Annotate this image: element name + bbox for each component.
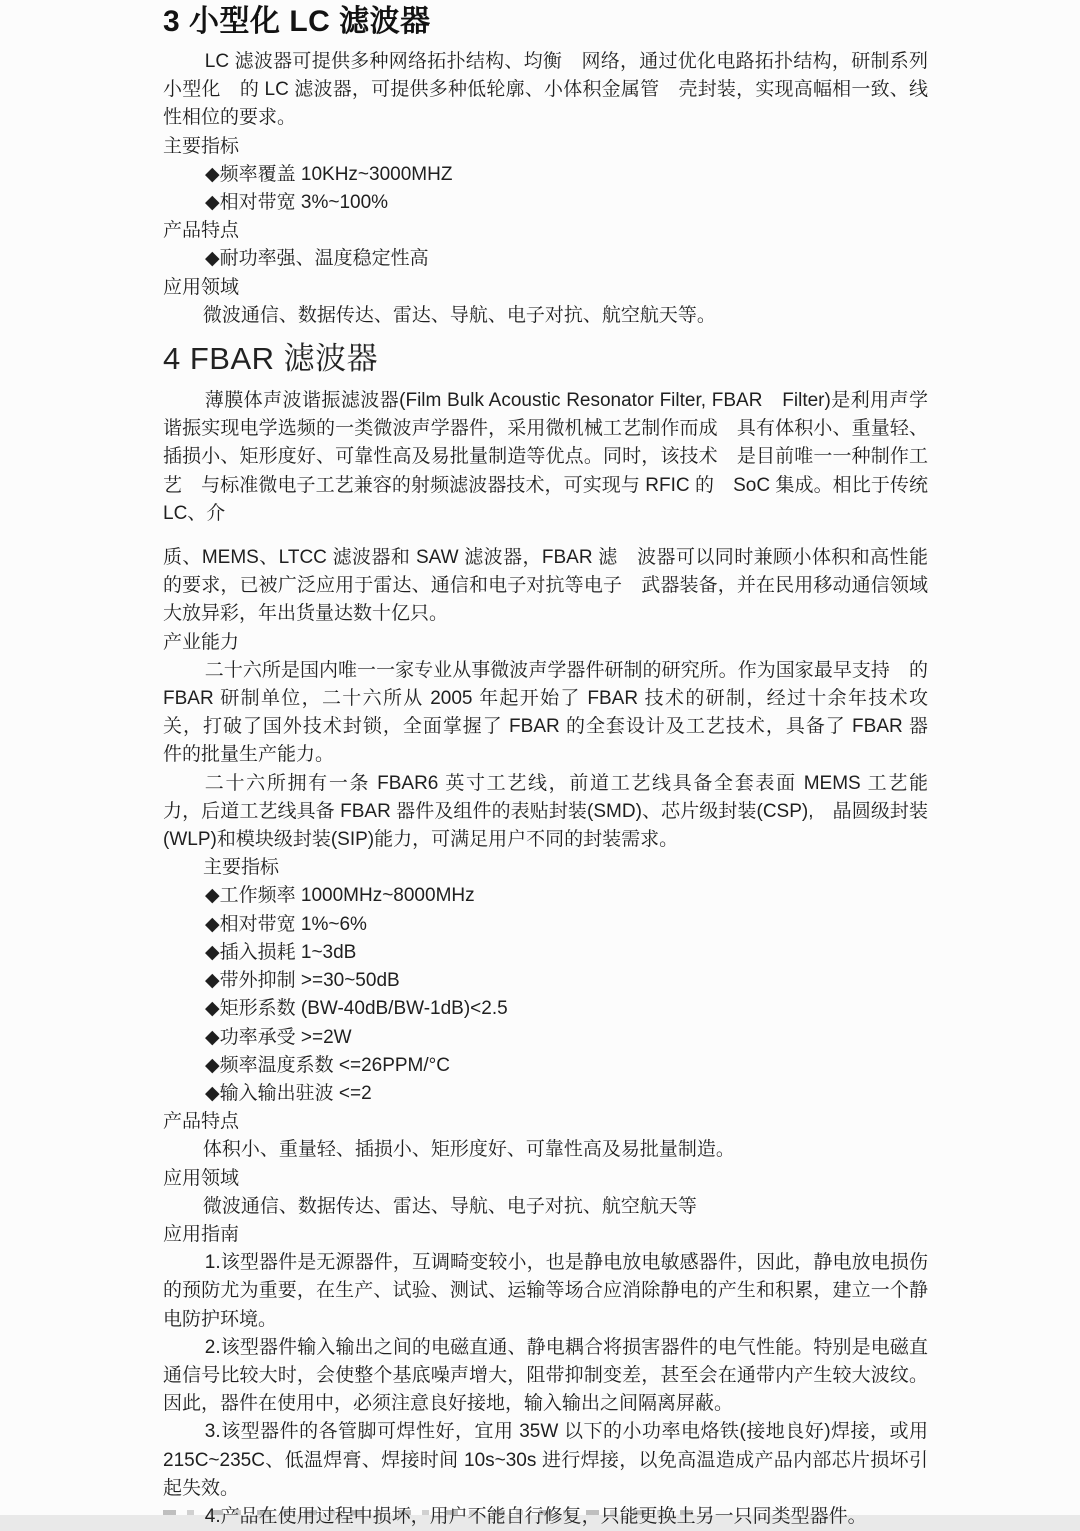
- section4-spec-item: ◆相对带宽 1%~6%: [205, 913, 367, 935]
- section4-guide-item: 2.该型器件输入输出之间的电磁直通、静电耦合将损害器件的电气性能。特别是电磁直通信号比较大时，会使整个基底噪声增大，阻带抑制变差，甚至会在通带内产生较大波纹。因此，器件在使用中，必须注意良好接地，输入输出之间隔离屏蔽。: [163, 1336, 928, 1415]
- section3-features-label: 产品特点: [163, 220, 240, 242]
- section4-guide-label: 应用指南: [163, 1223, 240, 1245]
- section4-specs-label: 主要指标: [203, 857, 280, 879]
- section4-spec-item: ◆输入输出驻波 <=2: [205, 1082, 372, 1104]
- section4-guide-item: 1.该型器件是无源器件，互调畸变较小，也是静电放电敏感器件，因此，静电放电损伤的预防尤为重要，在生产、试验、测试、运输等场合应消除静电的产生和积累，建立一个静电防护环境。: [163, 1252, 928, 1330]
- section4-spec-item: ◆带外抑制 >=30~50dB: [205, 970, 400, 992]
- section4-heading: 4 FBAR 滤波器: [163, 341, 379, 377]
- section4-spec-item: ◆矩形系数 (BW-40dB/BW-1dB)<2.5: [205, 998, 508, 1020]
- section4-capability-label: 产业能力: [163, 631, 240, 653]
- section4-spec-item: ◆插入损耗 1~3dB: [205, 941, 357, 963]
- section3-specs-label: 主要指标: [163, 135, 240, 157]
- section3-applications-label: 应用领域: [163, 276, 240, 298]
- section4-guide-item: 3.该型器件的各管脚可焊性好，宜用 35W 以下的小功率电烙铁(接地良好)焊接，或用215C~235C、低温焊膏、焊接时间 10s~30s 进行焊接，以免高温造成产品内部芯片损坏引起失效。: [163, 1421, 928, 1499]
- next-page-line-cutoff: [163, 1510, 723, 1515]
- section4-spec-item: ◆频率温度系数 <=26PPM/°C: [205, 1054, 450, 1076]
- section4-guide-item: 4.产品在使用过程中损坏，用户不能自行修复，只能更换上另一只同类型器件。: [204, 1505, 867, 1527]
- section3-spec-item: ◆相对带宽 3%~100%: [205, 192, 389, 214]
- section3-feature-item: ◆耐功率强、温度稳定性高: [205, 248, 429, 270]
- section4-features-text: 体积小、重量轻、插损小、矩形度好、可靠性高及易批量制造。: [202, 1139, 735, 1161]
- section3-intro-paragraph: LC 滤波器可提供多种网络拓扑结构、均衡 网络，通过优化电路拓扑结构，研制系列小型化 的 LC 滤波器，可提供多种低轮廓、小体积金属管 壳封装，实现高幅相一致、线性相位的要求。: [163, 51, 928, 129]
- section4-spec-item: ◆工作频率 1000MHz~8000MHz: [205, 885, 475, 907]
- section3-applications-text: 微波通信、数据传达、雷达、导航、电子对抗、航空航天等。: [202, 304, 716, 326]
- section4-capability-paragraph-1: 二十六所是国内唯一一家专业从事微波声学器件研制的研究所。作为国家最早支持 的FBAR 研制单位，二十六所从 2005 年起开始了 FBAR 技术的研制，经过十余年技术攻 关，打破了国外技术封锁，全面掌握了 FBAR 的全套设计及工艺技术，具备了 FBAR 器 件的批量生产能力。: [163, 659, 948, 766]
- section4-intro-paragraph-2: 质、MEMS、LTCC 滤波器和 SAW 滤波器，FBAR 滤 波器可以同时兼顾小体积和高性能的要求，已被广泛应用于雷达、通信和电子对抗等电子 武器装备，并在民用移动通信领域大放异彩，年出货量达数十亿只。: [163, 547, 928, 625]
- section4-applications-label: 应用领域: [163, 1167, 240, 1189]
- section4-capability-paragraph-2: 二十六所拥有一条 FBAR6 英寸工艺线，前道工艺线具备全套表面 MEMS 工艺能 力，后道工艺线具备 FBAR 器件及组件的表贴封装(SMD)、芯片级封装(CSP), 晶圆级封装(WLP)和模块级封装(SIP)能力，可满足用户不同的封装需求。: [163, 772, 948, 851]
- section4-features-label: 产品特点: [163, 1111, 240, 1133]
- section4-applications-text: 微波通信、数据传达、雷达、导航、电子对抗、航空航天等: [202, 1195, 697, 1217]
- section4-intro-paragraph-1: 薄膜体声波谐振滤波器(Film Bulk Acoustic Resonator Filter, FBAR Filter)是利用声学谐振实现电学选频的一类微波声学器件，采用微机械工艺制作而成 具有体积小、重量轻、插损小、矩形度好、可靠性高及易批量制造等优点。同时，该技术 是目前唯一一种制作工艺 与标准微电子工艺兼容的射频滤波器技术，可实现与 RFIC 的 SoC 集成。相比于传统 LC、介: [163, 390, 928, 524]
- section4-spec-item: ◆功率承受 >=2W: [205, 1026, 352, 1048]
- section3-spec-item: ◆频率覆盖 10KHz~3000MHZ: [205, 163, 453, 185]
- section3-heading: 3 小型化 LC 滤波器: [163, 5, 431, 38]
